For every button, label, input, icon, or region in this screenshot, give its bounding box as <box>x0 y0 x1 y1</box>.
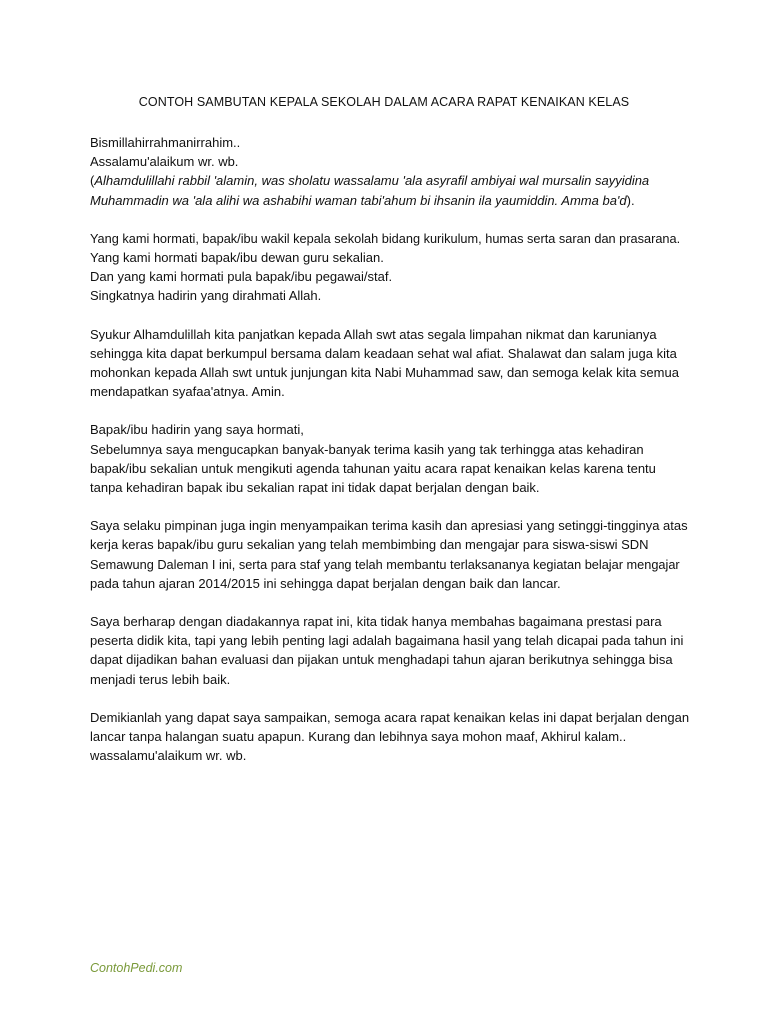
paragraph-line: Sebelumnya saya mengucapkan banyak-banyak terima kasih yang tak terhingga atas kehadiran <box>90 441 644 457</box>
paragraph-penutup <box>90 708 690 766</box>
paragraph-line: Syukur Alhamdulillah kita panjatkan kepada Allah swt atas segala limpahan nikmat dan karunianya <box>90 326 657 342</box>
paragraph-apresiasi <box>90 516 690 593</box>
hamdalah-text-1: Alhamdulillahi rabbil 'alamin, was sholatu wassalamu 'ala asyrafil ambiyai wal mursalin sayyidina <box>94 173 650 189</box>
paragraph-line: wassalamu'alaikum wr. wb. <box>90 748 247 764</box>
paragraph-line: dapat dijadikan bahan evaluasi dan pijakan untuk menghadapi tahun ajaran berikutnya sehingga bisa <box>90 652 673 668</box>
paragraph-line: lancar tanpa halangan suatu apapun. Kurang dan lebihnya saya mohon maaf, Akhirul kalam.. <box>90 729 627 745</box>
salam-line: Assalamu'alaikum wr. wb. <box>90 154 239 170</box>
greetings-section <box>90 229 690 306</box>
paragraph-line: bapak/ibu sekalian untuk mengikuti agenda tahunan yaitu acara rapat kenaikan kelas karena tentu <box>90 460 656 476</box>
paragraph-line: Demikianlah yang dapat saya sampaikan, semoga acara rapat kenaikan kelas ini dapat berjalan dengan <box>90 709 690 725</box>
paragraph-line: Semawung Daleman I ini, serta para staf yang telah membantu terlaksananya kegiatan belajar mengajar <box>90 556 680 572</box>
paragraph-line: mohonkan kepada Allah swt untuk junjungan kita Nabi Muhammad saw, dan semoga kelak kita semua <box>90 365 679 381</box>
hamdalah-line-2 <box>90 191 690 210</box>
paragraph-line: menjadi terus lebih baik. <box>90 671 231 687</box>
paragraph-line: sehingga kita dapat berkumpul bersama dalam keadaan sehat wal afiat. Shalawat dan salam juga kita <box>90 345 677 361</box>
paragraph-line: Saya selaku pimpinan juga ingin menyampaikan terima kasih dan apresiasi yang setinggi-tingginya atas <box>90 518 688 534</box>
paragraph-line: pada tahun ajaran 2014/2015 ini sehingga dapat berjalan dengan baik dan lancar. <box>90 575 561 591</box>
paragraph-harapan <box>90 612 690 689</box>
basmalah-line: Bismillahirrahmanirrahim.. <box>90 135 241 150</box>
paragraph-terima-kasih <box>90 420 690 497</box>
document-title: CONTOH SAMBUTAN KEPALA SEKOLAH DALAM ACARA RAPAT KENAIKAN KELAS <box>138 95 630 109</box>
paragraph-syukur <box>90 325 690 402</box>
paragraph-line: peserta didik kita, tapi yang lebih penting lagi adalah bagaimana hasil yang telah dicapai pada tahun ini <box>90 633 684 649</box>
paragraph-line: tanpa kehadiran bapak ibu sekalian rapat ini tidak dapat berjalan dengan baik. <box>90 480 540 496</box>
hamdalah-open: ( <box>90 173 95 189</box>
greeting-line: Singkatnya hadirin yang dirahmati Allah. <box>90 288 322 304</box>
hamdalah-text-2: Muhammadin wa 'ala alihi wa ashabihi waman tabi'ahum bi ihsanin ila yaumiddin. Amma ba'd <box>90 192 627 208</box>
greeting-line: Dan yang kami hormati pula bapak/ibu pegawai/staf. <box>90 269 393 285</box>
hamdalah-line-1 <box>90 171 690 190</box>
greeting-line: Yang kami hormati bapak/ibu dewan guru sekalian. <box>90 250 384 266</box>
footer-source: ContohPedi.com <box>90 961 183 975</box>
document-body <box>90 133 690 784</box>
paragraph-line: mendapatkan syafaa'atnya. Amin. <box>90 384 285 400</box>
hamdalah-close: ). <box>626 192 635 208</box>
opening-section <box>90 133 690 210</box>
paragraph-line: kerja keras bapak/ibu guru sekalian yang telah membimbing dan mengajar para siswa-siswi SDN <box>90 537 649 553</box>
paragraph-line: Bapak/ibu hadirin yang saya hormati, <box>90 422 304 438</box>
paragraph-line: Saya berharap dengan diadakannya rapat ini, kita tidak hanya membahas bagaimana prestasi para <box>90 614 662 630</box>
greeting-line: Yang kami hormati, bapak/ibu wakil kepala sekolah bidang kurikulum, humas serta saran dan prasarana. <box>90 230 681 246</box>
